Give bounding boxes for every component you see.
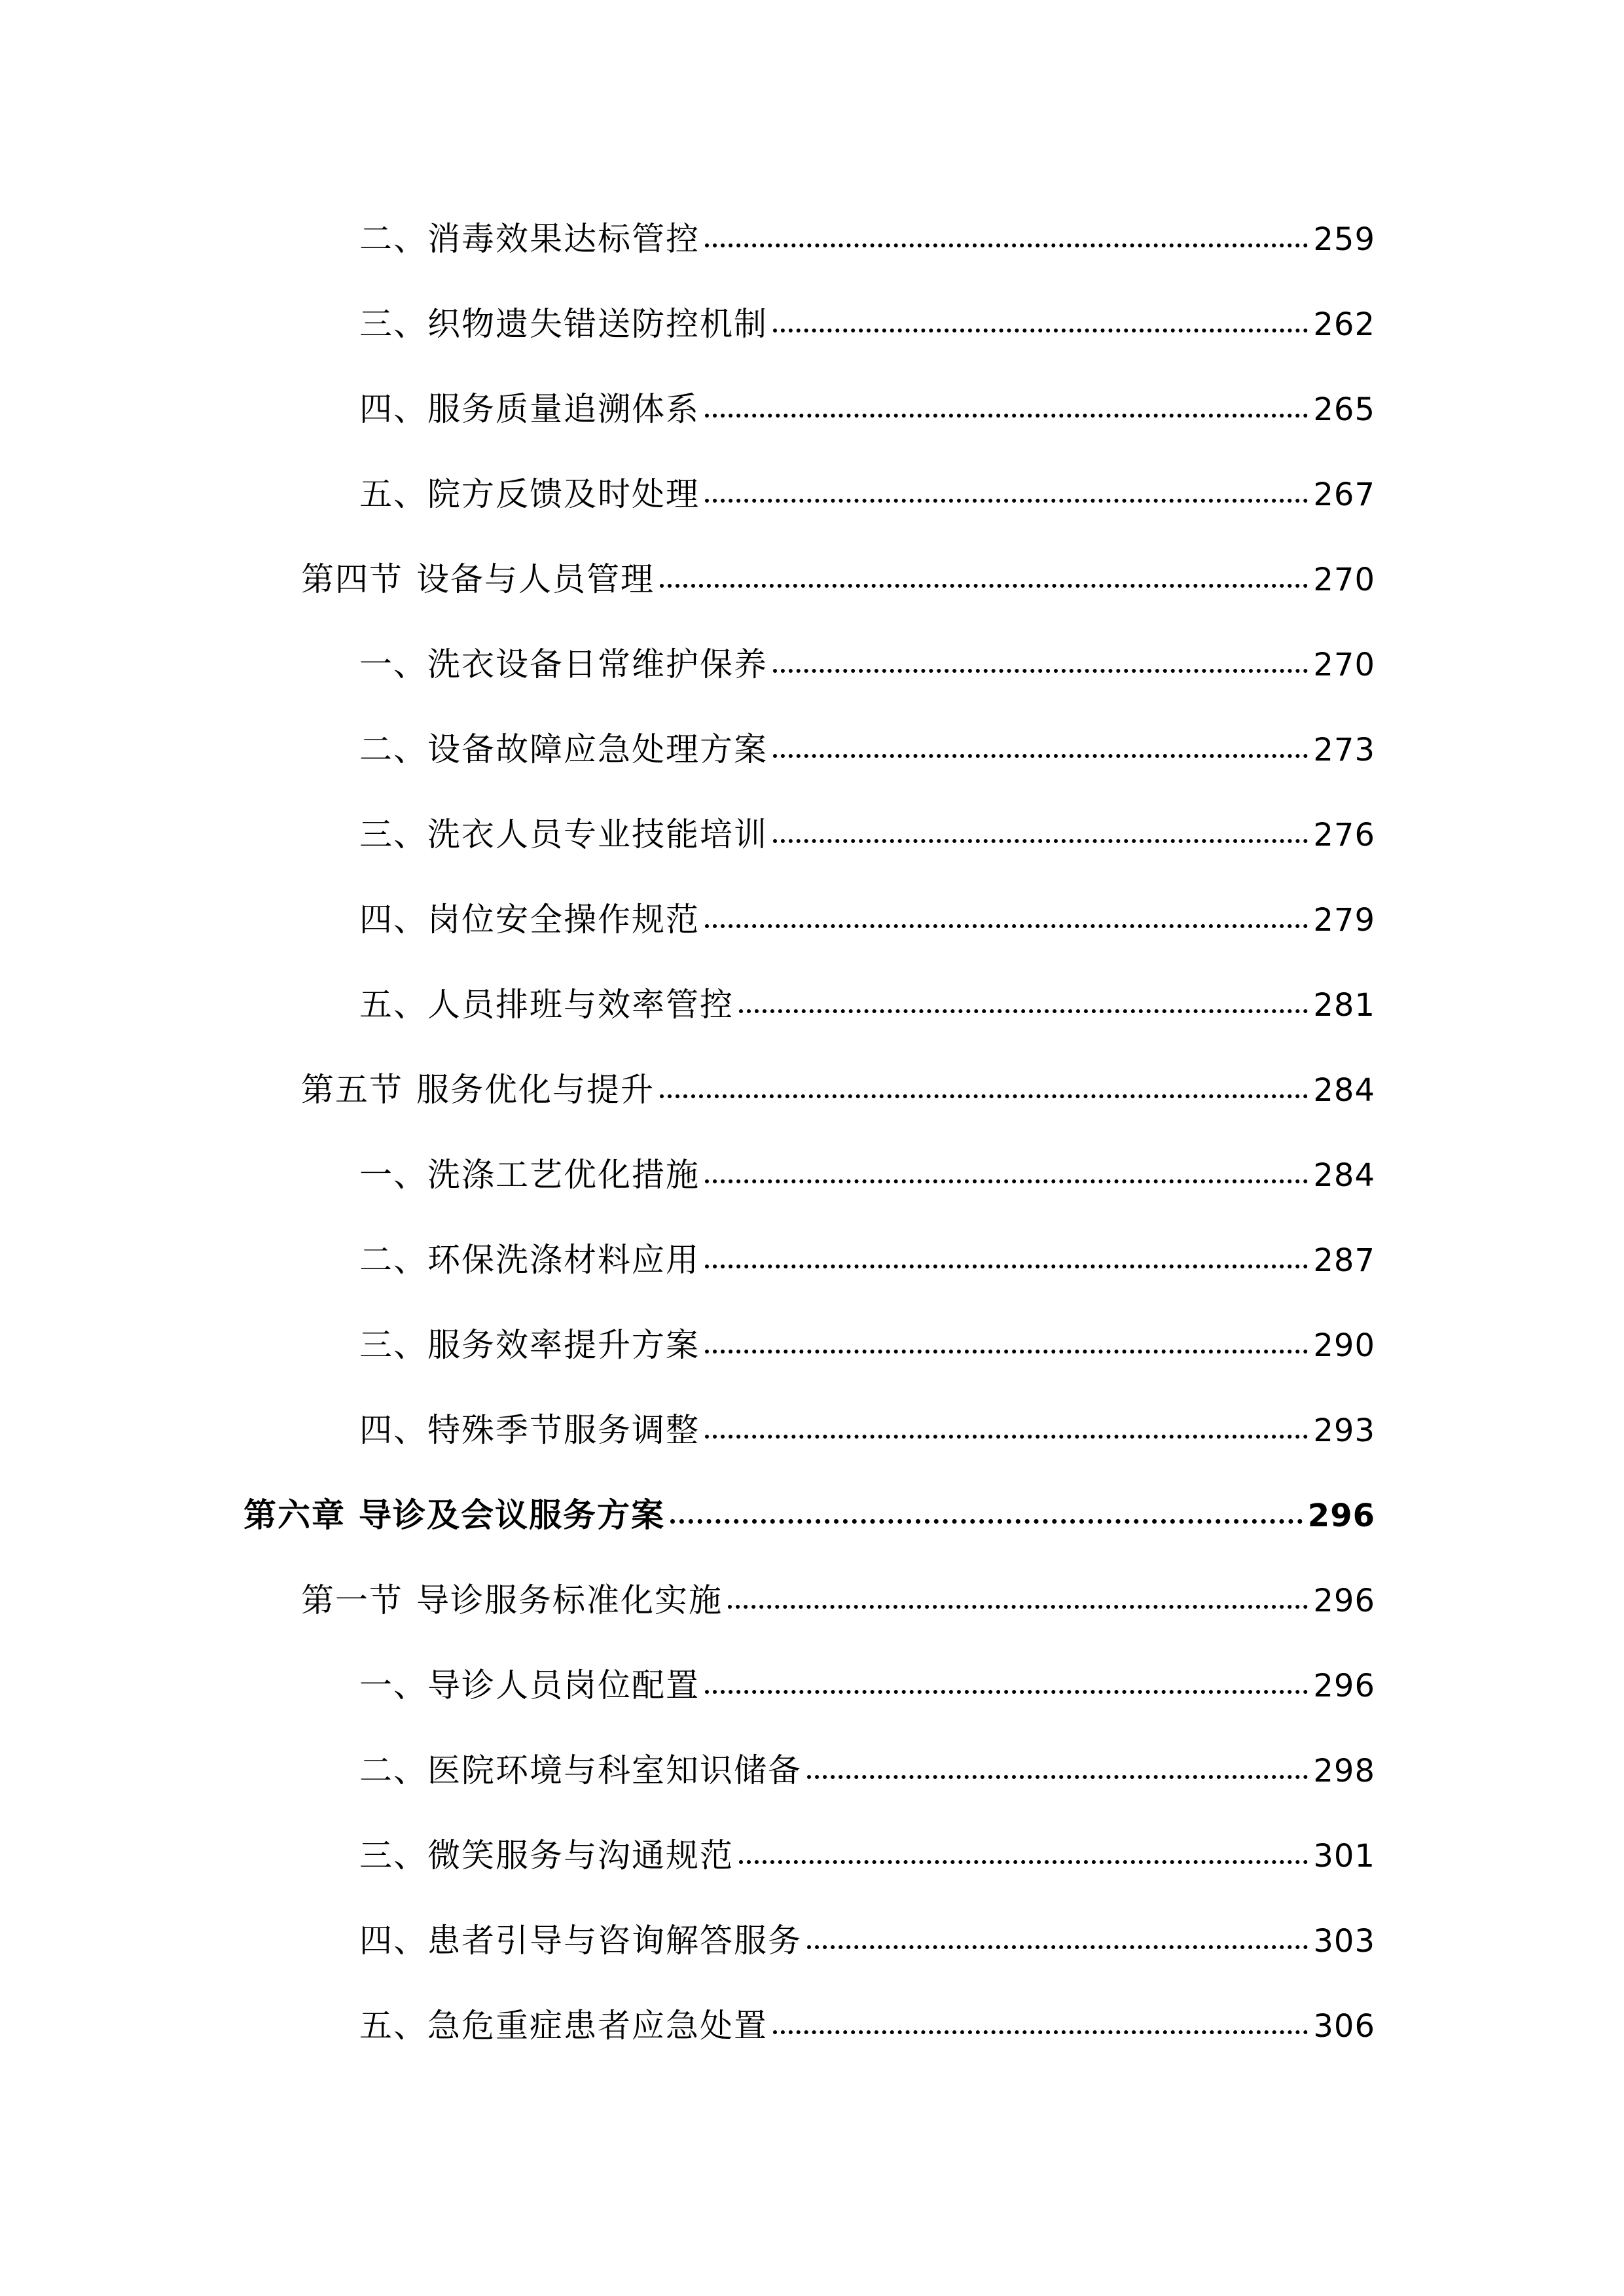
toc-entry-title: 五、急危重症患者应急处置 [359,2007,768,2045]
toc-entry-title: 二、消毒效果达标管控 [359,220,700,258]
toc-page-number: 279 [1313,902,1375,939]
toc-entry[interactable] [359,897,1375,942]
dot-leader [705,414,1308,418]
toc-entry-title: 五、院方反馈及时处理 [359,475,700,513]
toc-entry[interactable] [359,1152,1375,1198]
toc-page-number: 296 [1313,1668,1375,1704]
toc-entry[interactable] [359,1237,1375,1283]
toc-entry-title: 一、洗衣设备日常维护保养 [359,645,768,683]
dot-leader [773,669,1308,673]
toc-entry-title: 四、服务质量追溯体系 [359,390,700,428]
toc-entry-title: 第五节 服务优化与提升 [301,1071,655,1109]
toc-page-number: 287 [1313,1242,1375,1279]
toc-entry-title: 一、洗涤工艺优化措施 [359,1156,700,1194]
toc-page-number: 284 [1313,1072,1375,1109]
dot-leader [773,329,1308,332]
toc-entry-title: 四、患者引导与咨询解答服务 [359,1922,802,1960]
dot-leader [773,839,1308,843]
toc-page-number: 296 [1307,1498,1375,1534]
toc-page-number: 306 [1313,2008,1375,2045]
dot-leader [807,1945,1308,1949]
toc-page-number: 290 [1313,1327,1375,1364]
toc-entry-title: 三、洗衣人员专业技能培训 [359,816,768,853]
toc-entry[interactable] [359,1407,1375,1453]
toc-entry[interactable] [359,1322,1375,1368]
toc-page-number: 270 [1313,647,1375,683]
toc-page-number: 303 [1313,1923,1375,1960]
toc-page-number: 281 [1313,987,1375,1024]
toc-entry-title: 三、微笑服务与沟通规范 [359,1837,734,1874]
toc-page-number: 301 [1313,1838,1375,1874]
toc-page-number: 270 [1313,562,1375,598]
dot-leader [705,1435,1308,1439]
toc-entry-title: 第四节 设备与人员管理 [301,560,655,598]
toc-page-number: 284 [1313,1157,1375,1194]
dot-leader [705,1179,1308,1183]
toc-entry-title: 二、环保洗涤材料应用 [359,1241,700,1279]
toc-entry[interactable] [359,301,1375,347]
dot-leader [670,1519,1303,1524]
dot-leader [728,1605,1308,1609]
toc-entry-title: 三、织物遗失错送防控机制 [359,305,768,343]
toc-page-number: 259 [1313,221,1375,258]
toc-section-entry[interactable] [301,556,1375,602]
toc-entry-title: 二、设备故障应急处理方案 [359,730,768,768]
toc-page-number: 265 [1313,391,1375,428]
dot-leader [739,1860,1308,1864]
dot-leader [660,584,1308,588]
toc-entry[interactable] [359,2003,1375,2049]
toc-chapter-entry[interactable] [244,1492,1375,1538]
dot-leader [705,1350,1308,1354]
toc-entry-title: 第六章 导诊及会议服务方案 [244,1496,665,1534]
toc-entry[interactable] [359,471,1375,517]
toc-entry[interactable] [359,216,1375,262]
toc-entry-title: 五、人员排班与效率管控 [359,986,734,1024]
toc-page-number: 298 [1313,1753,1375,1789]
dot-leader [705,243,1308,247]
toc-entry-title: 四、岗位安全操作规范 [359,901,700,939]
dot-leader [705,1265,1308,1268]
toc-entry[interactable] [359,1662,1375,1708]
toc-entry[interactable] [359,812,1375,857]
toc-page-number: 276 [1313,817,1375,853]
toc-section-entry[interactable] [301,1577,1375,1623]
toc-entry[interactable] [359,1748,1375,1793]
dot-leader [739,1009,1308,1013]
toc-entry[interactable] [359,726,1375,772]
toc-entry-title: 一、导诊人员岗位配置 [359,1666,700,1704]
toc-entry-title: 四、特殊季节服务调整 [359,1411,700,1449]
toc-page-number: 293 [1313,1412,1375,1449]
dot-leader [660,1094,1308,1098]
toc-entry-title: 三、服务效率提升方案 [359,1326,700,1364]
dot-leader [807,1775,1308,1779]
toc-section-entry[interactable] [301,1067,1375,1113]
toc-page-number: 273 [1313,732,1375,768]
dot-leader [705,1690,1308,1694]
dot-leader [705,924,1308,928]
toc-entry[interactable] [359,1918,1375,1964]
toc-entry-title: 第一节 导诊服务标准化实施 [301,1581,723,1619]
toc-page-number: 296 [1313,1583,1375,1619]
toc-entry[interactable] [359,1833,1375,1878]
toc-entry[interactable] [359,982,1375,1028]
dot-leader [773,2030,1308,2034]
toc-entry-title: 二、医院环境与科室知识储备 [359,1751,802,1789]
toc-entry[interactable] [359,641,1375,687]
dot-leader [773,754,1308,758]
toc-page-number: 262 [1313,306,1375,343]
toc-entry[interactable] [359,386,1375,432]
toc-page-number: 267 [1313,476,1375,513]
dot-leader [705,499,1308,503]
